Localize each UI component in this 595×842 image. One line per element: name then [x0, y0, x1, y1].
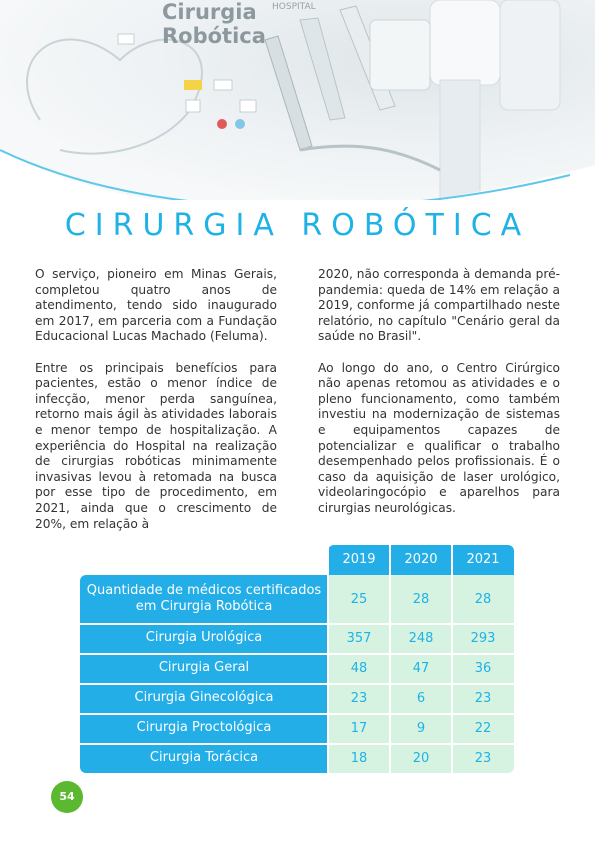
table-cell: 28 — [412, 591, 430, 607]
row-divider — [80, 713, 514, 715]
table-cell: 9 — [416, 720, 426, 736]
hero-sign-line1: Cirurgia — [162, 0, 257, 24]
paragraph: O serviço, pioneiro em Minas Gerais, completou quatro anos de atendimento, tendo sido inaugurado em 2017, em parceria com a Fundação Educacional Lucas Machado (Feluma). — [35, 267, 277, 344]
table-cell: 6 — [416, 690, 426, 706]
table-cell: 22 — [474, 720, 492, 736]
hero-photo — [0, 0, 595, 200]
paragraph: 2020, não corresponda à demanda pré-pandemia: queda de 14% em relação a 2019, conforme já compartilhado neste relatório, no capítulo "Cenário geral da saúde no Brasil". — [318, 267, 560, 344]
column-divider — [389, 545, 391, 773]
column-divider — [327, 545, 329, 773]
column-header-2021: 2021 — [466, 552, 500, 567]
table-cell: 23 — [474, 750, 492, 766]
page-title: CIRURGIA ROBÓTICA — [64, 208, 531, 243]
table-cell: 47 — [412, 660, 430, 676]
right-text-column — [318, 267, 560, 532]
page-number-badge: 54 — [51, 781, 83, 813]
hero-illustration — [0, 0, 595, 200]
row-divider — [80, 683, 514, 685]
table-cell: 36 — [474, 660, 492, 676]
table-cell: 248 — [408, 630, 434, 646]
paragraph: Entre os principais benefícios para pacientes, estão o menor índice de infecção, menor perda sanguínea, retorno mais ágil às atividades laborais e menor tempo de hospitalização. A experiência do Hospital na realização de cirurgias robóticas minimamente invasivas levou à retomada na busca por esse tipo de procedimento, em 2021, ainda que o crescimento de 20%, em relação à — [35, 360, 277, 531]
column-divider — [451, 545, 453, 773]
row-divider — [80, 743, 514, 745]
row-label-ginecologica: Cirurgia Ginecológica — [134, 690, 274, 705]
table-cell: 357 — [346, 630, 372, 646]
table-cell: 23 — [350, 690, 368, 706]
hero-sign-text — [162, 0, 266, 48]
hero-sign-line2: Robótica — [162, 24, 266, 48]
row-label-urologica: Cirurgia Urológica — [145, 630, 263, 645]
table-cell: 17 — [350, 720, 368, 736]
table-cell: 25 — [350, 591, 368, 607]
row-label-toracica: Cirurgia Torácica — [149, 750, 259, 765]
table-cell: 293 — [470, 630, 496, 646]
paragraph: Ao longo do ano, o Centro Cirúrgico não apenas retomou as atividades e o pleno funcionamento, como também investiu na modernização de sistemas e equipamentos capazes de potencializar e qualificar o trabalho desempenhado pelos profissionais. É o caso da aquisição de laser urológico, videolaringocópio e aparelhos para cirurgias neurológicas. — [318, 360, 560, 515]
hero-hospital-tag: HOSPITAL — [272, 2, 316, 12]
table-cell: 23 — [474, 690, 492, 706]
row-divider — [80, 623, 514, 625]
left-text-column — [35, 267, 277, 548]
column-header-2019: 2019 — [342, 552, 376, 567]
surgery-stats-table — [80, 545, 514, 773]
table-cell: 48 — [350, 660, 368, 676]
row-label-certified-doctors: Quantidade de médicos certificados em Cirurgia Robótica — [86, 583, 322, 614]
table-cell: 20 — [412, 750, 430, 766]
row-label-proctologica: Cirurgia Proctológica — [136, 720, 272, 735]
row-divider — [80, 653, 514, 655]
column-header-2020: 2020 — [404, 552, 438, 567]
table-cell: 18 — [350, 750, 368, 766]
table-cell: 28 — [474, 591, 492, 607]
row-label-geral: Cirurgia Geral — [158, 660, 250, 675]
